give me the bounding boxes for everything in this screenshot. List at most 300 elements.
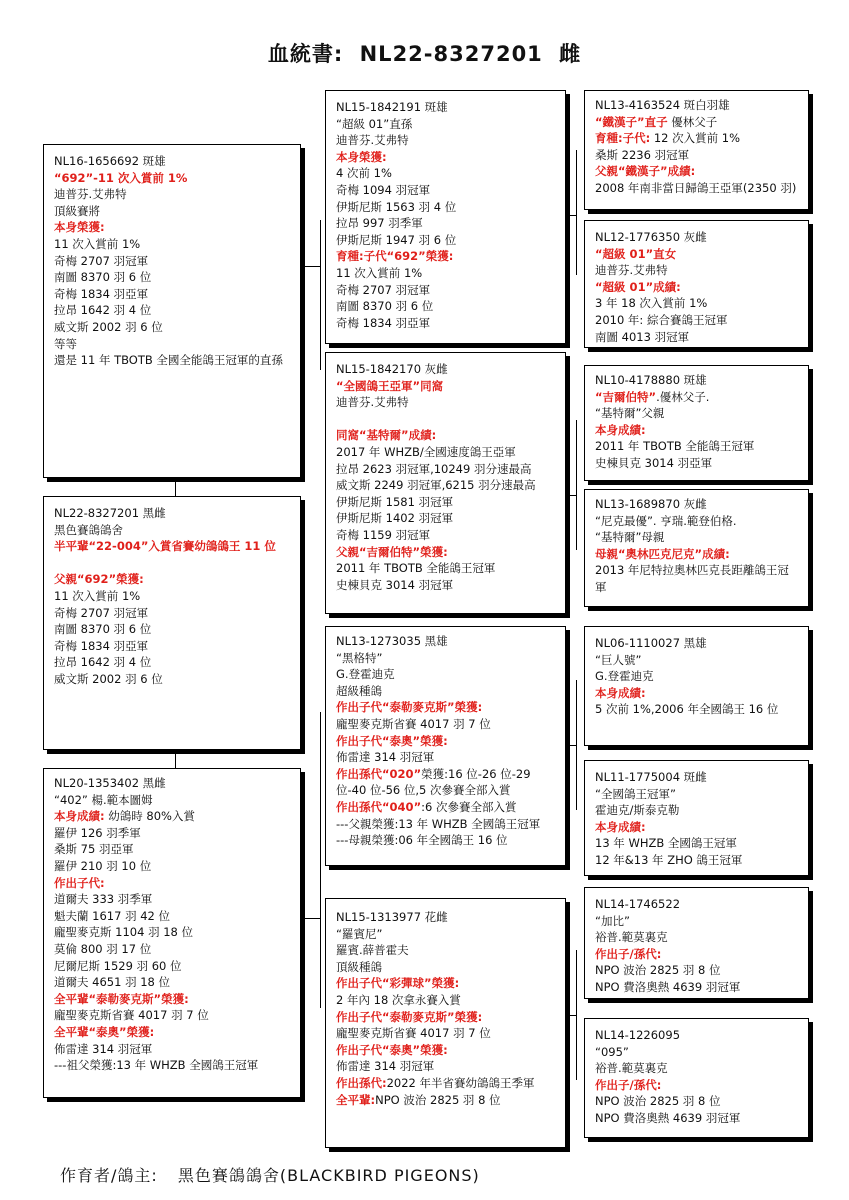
line-text: 2008 年南非當日歸鴿王亞軍(2350 羽)	[595, 180, 797, 195]
pedigree-line	[54, 571, 290, 588]
line-text: 4 次前 1%	[336, 166, 392, 181]
connector-line	[566, 495, 576, 496]
connector-line	[566, 1015, 576, 1016]
pedigree-line	[54, 203, 290, 220]
highlight-text: 本身成績:	[54, 809, 105, 824]
pedigree-line	[336, 942, 555, 959]
line-text: 佈雷達 314 羽冠軍	[336, 1059, 435, 1074]
highlight-text: 半平輩“22-004”入賞省賽幼鴿鴿王 11 位	[54, 539, 276, 554]
line-text: 史棟貝克 3014 羽冠軍	[336, 577, 454, 592]
pedigree-line	[595, 979, 798, 996]
title-ring-number: NL22-8327201	[359, 42, 543, 66]
pedigree-line	[336, 699, 555, 716]
pedigree-line	[595, 769, 798, 786]
line-text: 奇梅 1834 羽亞軍	[54, 638, 149, 653]
highlight-text: 父親“692”榮獲:	[54, 572, 144, 587]
pedigree-line	[595, 455, 798, 472]
pedigree-line	[336, 666, 555, 683]
highlight-text: 作出孫代“020”	[336, 766, 422, 781]
highlight-text: 作出子代“彩彈球”榮獲:	[336, 976, 460, 991]
line-text: 拉昂 1642 羽 4 位	[54, 303, 152, 318]
line-text: “超級 01”直孫	[336, 116, 413, 131]
line-text: ---母親榮獲:06 年全國鴿王 16 位	[336, 833, 508, 848]
pedigree-line	[595, 529, 798, 546]
line-text: 羅伊 210 羽 10 位	[54, 858, 152, 873]
pedigree-line	[595, 701, 798, 718]
line-text: 霍迪克/斯泰克勒	[595, 803, 680, 818]
line-text: 2011 年 TBOTB 全能鴿王冠軍	[336, 561, 496, 576]
line-text	[54, 556, 58, 570]
line-text: 11 次入賞前 1%	[54, 588, 141, 603]
subject-pigeon-box	[43, 496, 301, 750]
pedigree-line	[336, 799, 555, 816]
line-text: ---祖父榮獲:13 年 WHZB 全國鴿王冠軍	[54, 1058, 259, 1073]
pedigree-line	[336, 633, 555, 650]
pedigree-line	[54, 269, 290, 286]
pedigree-line	[336, 992, 555, 1009]
line-text: .優林父子.	[656, 389, 710, 404]
pedigree-line	[54, 621, 290, 638]
highlight-text: 作出孫代:	[336, 1075, 387, 1090]
great-grandparent-box	[584, 489, 809, 607]
highlight-text: 全平輩“泰勒麥克斯”榮獲:	[54, 991, 189, 1006]
line-text: 迪普芬.艾弗特	[54, 187, 127, 202]
pedigree-line	[54, 170, 290, 187]
pedigree-line	[336, 1009, 555, 1026]
line-text: 11 次入賞前 1%	[54, 236, 141, 251]
line-text: NL11-1775004 斑雌	[595, 770, 707, 784]
highlight-text: 本身成績:	[595, 685, 646, 700]
line-text: 伊斯尼斯 1947 羽 6 位	[336, 232, 457, 247]
line-text: 2013 年尼特拉奧林匹克長距離鴿王冠軍	[595, 563, 789, 594]
line-text: 2022 年半省賽幼鴿鴿王季軍	[386, 1075, 535, 1090]
line-text: 伊斯尼斯 1581 羽冠軍	[336, 494, 454, 509]
pedigree-line	[336, 282, 555, 299]
pedigree-line	[595, 1044, 798, 1061]
connector-line	[576, 950, 577, 1080]
pedigree-line	[54, 186, 290, 203]
pedigree-line	[54, 153, 290, 170]
line-text: “加比”	[595, 913, 630, 928]
granddam-dam-side-box	[325, 898, 566, 1148]
breeder-label: 作育者/鴿主:	[60, 1166, 158, 1185]
pedigree-line	[336, 832, 555, 849]
pedigree-line	[595, 147, 798, 164]
pedigree-line	[336, 444, 555, 461]
line-text: NL15-1842191 斑雄	[336, 100, 448, 114]
highlight-text: 作出孫代“040”	[336, 799, 422, 814]
line-text: 羅賓.薛普霍夫	[336, 943, 409, 958]
pedigree-line	[54, 352, 290, 369]
pedigree-line	[595, 1093, 798, 1110]
line-text: 佈雷達 314 羽冠軍	[336, 750, 435, 765]
line-text: NL13-1273035 黑雄	[336, 634, 448, 648]
pedigree-line	[595, 422, 798, 439]
line-text: ---父親榮獲:13 年 WHZB 全國鴿王冠軍	[336, 816, 541, 831]
highlight-text: 作出子代“泰勒麥克斯”榮獲:	[336, 700, 483, 715]
pedigree-line	[336, 494, 555, 511]
highlight-text: 同窩“基特爾”成績:	[336, 428, 437, 443]
highlight-text: 父親“吉爾伯特”榮獲:	[336, 544, 448, 559]
great-grandparent-box	[584, 365, 809, 481]
pedigree-line	[595, 97, 798, 114]
pedigree-line	[595, 929, 798, 946]
pedigree-line	[54, 638, 290, 655]
highlight-text: 作出子代“泰勒麥克斯”榮獲:	[336, 1009, 483, 1024]
line-text: 等等	[54, 336, 77, 351]
line-text: 拉昂 997 羽季軍	[336, 216, 423, 231]
line-text: 龐聖麥克斯省賽 4017 羽 7 位	[336, 1026, 491, 1041]
pedigree-line	[54, 974, 290, 991]
line-text: “全國鴿王冠軍”	[595, 786, 676, 801]
page-title	[0, 38, 849, 68]
connector-line	[302, 918, 320, 919]
line-text: 道爾夫 333 羽季軍	[54, 892, 153, 907]
highlight-text: “超級 01”直女	[595, 246, 677, 261]
line-text: “402” 楊.範本圖姆	[54, 792, 153, 807]
pedigree-line	[54, 808, 290, 825]
line-text: 5 次前 1%,2006 年全國鴿王 16 位	[595, 702, 779, 717]
connector-line	[576, 150, 577, 275]
pedigree-line	[595, 562, 798, 595]
pedigree-line	[595, 1060, 798, 1077]
pedigree-line	[336, 461, 555, 478]
highlight-text: 父親“鐵漢子”成績:	[595, 164, 696, 179]
highlight-text: 本身榮獲:	[54, 220, 105, 235]
line-text: 幼鴿時 80%入賞	[104, 809, 195, 824]
pedigree-line	[595, 312, 798, 329]
pedigree-line	[595, 114, 798, 131]
connector-line	[320, 220, 321, 370]
line-text: 裕普.範莫裏克	[595, 930, 668, 945]
pedigree-line	[595, 685, 798, 702]
highlight-text: “超級 01”成績:	[595, 279, 681, 294]
line-text: “095”	[595, 1044, 629, 1059]
line-text: NPO 波治 2825 羽 8 位	[595, 963, 721, 978]
pedigree-line	[595, 962, 798, 979]
line-text: NL16-1656692 斑雄	[54, 154, 166, 168]
pedigree-line	[54, 654, 290, 671]
line-text: 桑斯 2236 羽冠軍	[595, 147, 690, 162]
line-text: 奇梅 1159 羽冠軍	[336, 527, 431, 542]
highlight-text: 全平輩“泰奧”榮獲:	[54, 1024, 155, 1039]
grandsire-dam-side-box	[325, 626, 566, 866]
pedigree-line	[336, 1092, 555, 1109]
pedigree-line	[336, 1042, 555, 1059]
line-text: 羅伊 126 羽季軍	[54, 825, 141, 840]
pedigree-line	[336, 733, 555, 750]
pedigree-line	[336, 975, 555, 992]
line-text: 12 次入賞前 1%	[650, 131, 741, 146]
pedigree-line	[54, 841, 290, 858]
pedigree-line	[595, 163, 798, 180]
highlight-text: 育種:子代“692”榮獲:	[336, 249, 454, 264]
line-text: G.登霍迪克	[336, 667, 395, 682]
pedigree-line	[595, 246, 798, 263]
connector-line	[175, 750, 176, 770]
great-grandparent-box	[584, 760, 809, 876]
title-sex: 雌	[559, 42, 582, 66]
line-text: NL13-4163524 斑白羽雄	[595, 98, 730, 112]
line-text: 2017 年 WHZB/全國速度鴿王亞軍	[336, 444, 516, 459]
line-text: “基特爾”父親	[595, 406, 665, 421]
pedigree-line	[595, 180, 798, 197]
line-text: NPO 波治 2825 羽 8 位	[595, 1094, 721, 1109]
pedigree-line	[595, 668, 798, 685]
pedigree-line	[595, 329, 798, 346]
pedigree-line	[54, 605, 290, 622]
line-text: 伊斯尼斯 1563 羽 4 位	[336, 199, 457, 214]
line-text: 魁夫蘭 1617 羽 42 位	[54, 908, 171, 923]
line-text: 頂級種鴿	[336, 959, 382, 974]
line-text: 桑斯 75 羽亞軍	[54, 842, 134, 857]
line-text: 奇梅 1834 羽亞軍	[336, 315, 431, 330]
pedigree-line	[54, 858, 290, 875]
line-text: 超級種鴿	[336, 683, 382, 698]
pedigree-line	[336, 544, 555, 561]
line-text: “黑格特”	[336, 650, 383, 665]
line-text: NPO 波治 2825 羽 8 位	[375, 1092, 501, 1107]
pedigree-line	[54, 505, 290, 522]
line-text: NL13-1689870 灰雌	[595, 497, 707, 511]
line-text: 11 次入賞前 1%	[336, 265, 423, 280]
line-text: “巨人號”	[595, 652, 642, 667]
pedigree-line	[595, 896, 798, 913]
line-text: 史棟貝克 3014 羽亞軍	[595, 455, 713, 470]
pedigree-line	[54, 671, 290, 688]
highlight-text: 作出子代:	[54, 875, 105, 890]
pedigree-line	[54, 1024, 290, 1041]
line-text: 黑色賽鴿鴿舍	[54, 522, 123, 537]
line-text: 位-40 位-56 位,5 次參賽全部入賞	[336, 783, 511, 798]
connector-line	[566, 745, 576, 746]
line-text: 伊斯尼斯 1402 羽冠軍	[336, 511, 454, 526]
line-text: “基特爾”母親	[595, 530, 665, 545]
pedigree-line	[336, 248, 555, 265]
line-text: NL14-1226095	[595, 1028, 681, 1042]
pedigree-line	[336, 99, 555, 116]
line-text: 南圖 8370 羽 6 位	[54, 270, 152, 285]
pedigree-line	[336, 427, 555, 444]
line-text: “尼克最優”. 亨瑞.範登伯格.	[595, 513, 737, 528]
line-text: 優林父子	[667, 114, 718, 129]
line-text: 3 年 18 次入賞前 1%	[595, 296, 708, 311]
pedigree-line	[336, 265, 555, 282]
pedigree-line	[595, 913, 798, 930]
highlight-text: “吉爾伯特”	[595, 389, 657, 404]
pedigree-line	[595, 802, 798, 819]
pedigree-line	[595, 496, 798, 513]
line-text: “羅賓尼”	[336, 926, 383, 941]
dam-box	[43, 768, 301, 1098]
pedigree-line	[336, 510, 555, 527]
breeder-name: 黑色賽鴿鴿舍(BLACKBIRD PIGEONS)	[177, 1166, 480, 1185]
pedigree-line	[336, 411, 555, 428]
line-text: 2011 年 TBOTB 全能鴿王冠軍	[595, 439, 755, 454]
line-text: 2 年內 18 次拿永賽入賞	[336, 992, 461, 1007]
pedigree-line	[595, 389, 798, 406]
pedigree-line	[595, 513, 798, 530]
line-text: NPO 費洛奧熱 4639 羽冠軍	[595, 979, 741, 994]
line-text: 12 年&13 年 ZHO 鴿王冠軍	[595, 852, 743, 867]
great-grandparent-box	[584, 90, 809, 210]
pedigree-line	[595, 1077, 798, 1094]
pedigree-line	[54, 891, 290, 908]
line-text: 榮獲:16 位-26 位-29	[421, 766, 531, 781]
pedigree-line	[54, 253, 290, 270]
pedigree-line	[54, 924, 290, 941]
line-text: 道爾夫 4651 羽 18 位	[54, 975, 171, 990]
pedigree-line	[336, 378, 555, 395]
pedigree-line	[54, 319, 290, 336]
pedigree-line	[595, 130, 798, 147]
pedigree-line	[54, 336, 290, 353]
pedigree-line	[336, 1025, 555, 1042]
pedigree-line	[54, 792, 290, 809]
pedigree-line	[336, 650, 555, 667]
line-text	[336, 412, 340, 426]
pedigree-line	[336, 909, 555, 926]
line-text: 奇梅 1094 羽冠軍	[336, 182, 431, 197]
line-text: 奇梅 2707 羽冠軍	[54, 605, 149, 620]
line-text: 頂級賽將	[54, 203, 100, 218]
line-text: NL10-4178880 斑雄	[595, 373, 707, 387]
line-text: 南圖 8370 羽 6 位	[54, 622, 152, 637]
highlight-text: 全平輩:	[336, 1092, 376, 1107]
pedigree-line	[595, 546, 798, 563]
pedigree-line	[336, 165, 555, 182]
pedigree-line	[54, 1041, 290, 1058]
pedigree-line	[336, 926, 555, 943]
pedigree-line	[54, 1057, 290, 1074]
pedigree-line	[336, 683, 555, 700]
highlight-text: 作出子/孫代:	[595, 1077, 662, 1092]
line-text: 龐聖麥克斯 1104 羽 18 位	[54, 925, 194, 940]
pedigree-line	[595, 229, 798, 246]
line-text: NL12-1776350 灰雌	[595, 230, 707, 244]
pedigree-line	[336, 560, 555, 577]
highlight-text: 作出子代“泰奧”榮獲:	[336, 1042, 448, 1057]
highlight-text: 母親“奧林匹克尼克”成績:	[595, 546, 730, 561]
title-label: 血統書:	[267, 42, 344, 66]
line-text: 威文斯 2002 羽 6 位	[54, 319, 163, 334]
pedigree-line	[336, 1075, 555, 1092]
line-text: G.登霍迪克	[595, 669, 654, 684]
line-text: 迪普芬.艾弗特	[595, 263, 668, 278]
pedigree-line	[336, 766, 555, 783]
highlight-text: 育種:子代:	[595, 131, 651, 146]
line-text: 南圖 4013 羽冠軍	[595, 329, 690, 344]
pedigree-line	[595, 295, 798, 312]
pedigree-line	[336, 199, 555, 216]
pedigree-line	[336, 477, 555, 494]
pedigree-line	[595, 835, 798, 852]
pedigree-line	[336, 232, 555, 249]
pedigree-line	[336, 716, 555, 733]
line-text: 奇梅 2707 羽冠軍	[336, 282, 431, 297]
pedigree-line	[54, 538, 290, 555]
line-text: :6 次參賽全部入賞	[421, 799, 517, 814]
connector-line	[576, 680, 577, 810]
sire-box	[43, 144, 301, 478]
granddam-sire-side-box	[325, 352, 566, 614]
pedigree-line	[336, 298, 555, 315]
pedigree-line	[336, 315, 555, 332]
line-text: NL22-8327201 黑雌	[54, 506, 166, 520]
pedigree-line	[595, 1027, 798, 1044]
pedigree-line	[54, 1007, 290, 1024]
pedigree-line	[595, 652, 798, 669]
connector-line	[566, 215, 576, 216]
pedigree-line	[595, 786, 798, 803]
pedigree-line	[336, 149, 555, 166]
line-text: 奇梅 2707 羽冠軍	[54, 253, 149, 268]
line-text: NPO 費洛奧熱 4639 羽冠軍	[595, 1110, 741, 1125]
line-text: NL15-1313977 花雌	[336, 910, 448, 924]
line-text: 拉昂 2623 羽冠軍,10249 羽分速最高	[336, 461, 532, 476]
pedigree-line	[336, 182, 555, 199]
pedigree-line	[336, 361, 555, 378]
pedigree-line	[595, 946, 798, 963]
line-text: NL14-1746522	[595, 897, 681, 911]
pedigree-line	[54, 908, 290, 925]
pedigree-line	[54, 588, 290, 605]
grandsire-sire-side-box	[325, 90, 566, 344]
pedigree-line	[54, 875, 290, 892]
pedigree-line	[54, 825, 290, 842]
pedigree-line	[336, 782, 555, 799]
line-text: 尼爾尼斯 1529 羽 60 位	[54, 958, 182, 973]
highlight-text: 作出子/孫代:	[595, 946, 662, 961]
great-grandparent-box	[584, 626, 809, 746]
line-text: 莫倫 800 羽 17 位	[54, 941, 152, 956]
pedigree-line	[336, 959, 555, 976]
pedigree-line	[595, 635, 798, 652]
highlight-text: 本身榮獲:	[336, 149, 387, 164]
pedigree-line	[595, 1110, 798, 1127]
line-text: 龐聖麥克斯省賽 4017 羽 7 位	[54, 1008, 209, 1023]
pedigree-line	[54, 958, 290, 975]
great-grandparent-box	[584, 220, 809, 348]
line-text: 13 年 WHZB 全國鴿王冠軍	[595, 836, 737, 851]
pedigree-line	[54, 302, 290, 319]
highlight-text: “692”-11 次入賞前 1%	[54, 170, 188, 185]
pedigree-line	[336, 527, 555, 544]
line-text: 迪普芬.艾弗特	[336, 133, 409, 148]
highlight-text: “鐵漢子”直子	[595, 114, 668, 129]
line-text: 南圖 8370 羽 6 位	[336, 299, 434, 314]
highlight-text: 本身成績:	[595, 422, 646, 437]
highlight-text: “全國鴿王亞軍”同窩	[336, 378, 444, 393]
pedigree-line	[54, 555, 290, 572]
line-text: 2010 年: 綜合賽鴿王冠軍	[595, 312, 728, 327]
line-text: 裕普.範莫裏克	[595, 1061, 668, 1076]
great-grandparent-box	[584, 1018, 809, 1138]
pedigree-line	[595, 279, 798, 296]
line-text: 威文斯 2002 羽 6 位	[54, 671, 163, 686]
line-text: 奇梅 1834 羽亞軍	[54, 286, 149, 301]
pedigree-line	[336, 394, 555, 411]
connector-line	[320, 712, 321, 1008]
pedigree-line	[54, 991, 290, 1008]
line-text: 迪普芬.艾弗特	[336, 395, 409, 410]
line-text: 威文斯 2249 羽冠軍,6215 羽分速最高	[336, 478, 536, 493]
pedigree-line	[595, 852, 798, 869]
pedigree-line	[336, 816, 555, 833]
pedigree-line	[54, 286, 290, 303]
connector-line	[302, 266, 320, 267]
connector-line	[576, 420, 577, 550]
